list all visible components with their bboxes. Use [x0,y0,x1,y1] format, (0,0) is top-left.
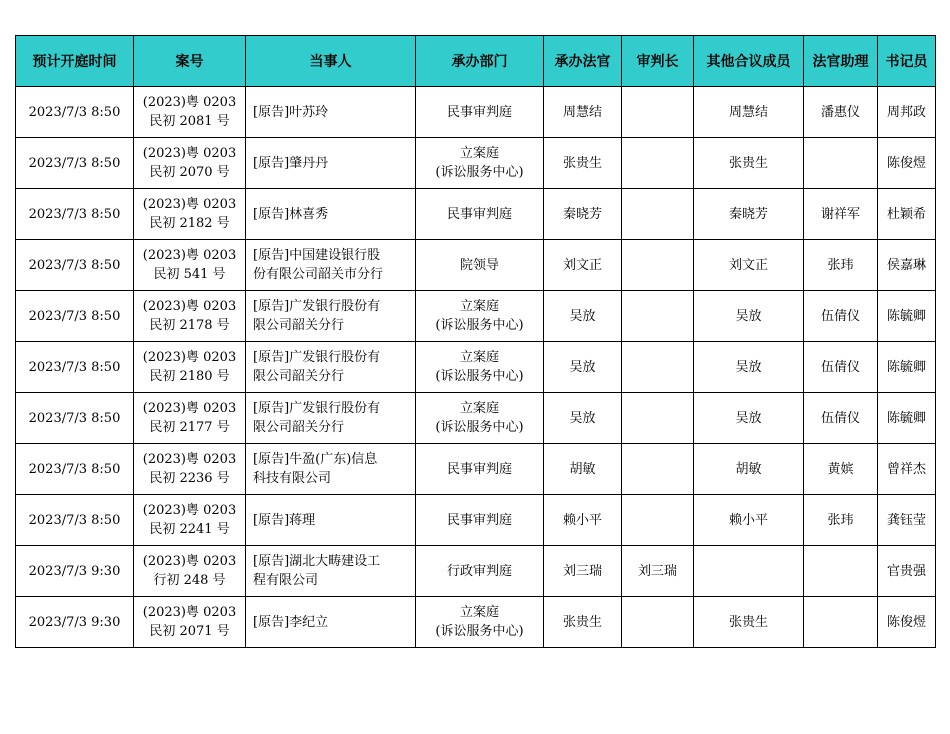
party-line-1: [原告]广发银行股份有 [253,350,381,365]
cell-department [416,495,544,546]
cell-other-members: 张贵生 [694,597,804,648]
cell-department [416,138,544,189]
cell-time: 2023/7/3 8:50 [16,495,134,546]
department-line-1: 立案庭 [459,350,499,365]
cell-time: 2023/7/3 9:30 [16,597,134,648]
cell-judge: 周慧结 [544,87,622,138]
party-line-1: [原告]中国建设银行股 [253,248,381,263]
cell-party [246,87,416,138]
cell-judge-assistant: 张玮 [804,495,878,546]
cell-clerk: 陈俊煜 [878,138,936,189]
case-number-line-1: (2023)粤 0203 [142,605,237,620]
table-header [16,36,936,87]
cell-party [246,240,416,291]
party-line-1: [原告]林喜秀 [253,206,329,222]
cell-chief-judge [622,87,694,138]
table-row [16,138,936,189]
cell-time: 2023/7/3 8:50 [16,138,134,189]
cell-judge-assistant [804,597,878,648]
table-row [16,546,936,597]
cell-judge-assistant: 谢祥军 [804,189,878,240]
header-department: 承办部门 [416,36,544,87]
cell-judge: 赖小平 [544,495,622,546]
cell-chief-judge [622,138,694,189]
case-number-line-1: (2023)粤 0203 [142,299,237,314]
case-number-line-1: (2023)粤 0203 [142,503,237,518]
header-row [16,36,936,87]
cell-other-members: 吴放 [694,393,804,444]
cell-department [416,444,544,495]
department-line-1: 立案庭 [459,146,499,161]
cell-other-members: 吴放 [694,291,804,342]
case-number-line-1: (2023)粤 0203 [142,401,237,416]
party-line-1: [原告]肇丹丹 [253,155,329,171]
cell-case-number [134,240,246,291]
party-line-1: [原告]蒋理 [253,512,316,528]
cell-judge: 吴放 [544,393,622,444]
cell-judge: 刘文正 [544,240,622,291]
cell-clerk: 陈毓卿 [878,342,936,393]
header-case-number: 案号 [134,36,246,87]
cell-clerk: 龚钰莹 [878,495,936,546]
cell-department [416,189,544,240]
cell-chief-judge [622,444,694,495]
header-chief-judge: 审判长 [622,36,694,87]
cell-department [416,546,544,597]
cell-judge-assistant: 伍倩仪 [804,342,878,393]
cell-clerk: 周邦政 [878,87,936,138]
case-number-line-2: 民初 2071 号 [149,624,230,639]
cell-case-number [134,342,246,393]
table-row [16,342,936,393]
cell-clerk: 官贵强 [878,546,936,597]
header-judge-assistant: 法官助理 [804,36,878,87]
party-line-2: 科技有限公司 [253,471,332,486]
case-number-line-2: 民初 2182 号 [149,216,230,231]
cell-department [416,342,544,393]
party-line-2: 程有限公司 [253,573,319,588]
cell-clerk: 曾祥杰 [878,444,936,495]
header-judge: 承办法官 [544,36,622,87]
cell-judge: 刘三瑞 [544,546,622,597]
department-line-1: 院领导 [459,257,499,273]
department-line-1: 立案庭 [459,401,499,416]
party-line-1: [原告]叶苏玲 [253,104,329,120]
cell-time: 2023/7/3 8:50 [16,87,134,138]
cell-time: 2023/7/3 8:50 [16,342,134,393]
case-number-line-2: 行初 248 号 [153,573,226,588]
cell-time: 2023/7/3 8:50 [16,189,134,240]
department-line-1: 立案庭 [459,605,499,620]
cell-department [416,291,544,342]
department-line-2: (诉讼服务中心) [435,165,524,180]
party-line-2: 份有限公司韶关市分行 [253,267,384,282]
cell-clerk: 陈俊煜 [878,597,936,648]
cell-department [416,597,544,648]
cell-judge: 胡敏 [544,444,622,495]
table-row [16,597,936,648]
cell-chief-judge [622,189,694,240]
cell-department [416,240,544,291]
cell-department [416,87,544,138]
header-party: 当事人 [246,36,416,87]
cell-judge-assistant [804,138,878,189]
cell-party [246,138,416,189]
cell-case-number [134,597,246,648]
cell-party [246,291,416,342]
cell-judge: 张贵生 [544,597,622,648]
table-row [16,291,936,342]
cell-judge: 秦晓芳 [544,189,622,240]
cell-case-number [134,189,246,240]
cell-other-members [694,546,804,597]
party-line-2: 限公司韶关分行 [253,420,345,435]
party-line-1: [原告]广发银行股份有 [253,299,381,314]
cell-case-number [134,444,246,495]
cell-chief-judge [622,342,694,393]
cell-case-number [134,546,246,597]
cell-other-members: 胡敏 [694,444,804,495]
cell-time: 2023/7/3 8:50 [16,393,134,444]
case-number-line-1: (2023)粤 0203 [142,248,237,263]
case-number-line-2: 民初 541 号 [153,267,226,282]
cell-other-members: 周慧结 [694,87,804,138]
cell-chief-judge [622,495,694,546]
cell-other-members: 赖小平 [694,495,804,546]
case-number-line-1: (2023)粤 0203 [142,197,237,212]
header-clerk: 书记员 [878,36,936,87]
cell-party [246,597,416,648]
cell-judge: 吴放 [544,342,622,393]
case-number-line-2: 民初 2236 号 [149,471,230,486]
department-line-1: 行政审判庭 [446,563,512,579]
party-line-2: 限公司韶关分行 [253,369,345,384]
cell-chief-judge: 刘三瑞 [622,546,694,597]
cell-chief-judge [622,597,694,648]
department-line-1: 民事审判庭 [446,104,512,120]
table-row [16,393,936,444]
cell-clerk: 陈毓卿 [878,291,936,342]
party-line-1: [原告]李纪立 [253,614,329,630]
cell-chief-judge [622,393,694,444]
party-line-1: [原告]牛盈(广东)信息 [253,452,378,467]
cell-case-number [134,495,246,546]
header-other-members: 其他合议成员 [694,36,804,87]
case-number-line-1: (2023)粤 0203 [142,146,237,161]
case-number-line-2: 民初 2241 号 [149,522,230,537]
cell-other-members: 张贵生 [694,138,804,189]
cell-other-members: 秦晓芳 [694,189,804,240]
cell-judge-assistant: 黄嫔 [804,444,878,495]
cell-other-members: 吴放 [694,342,804,393]
cell-judge-assistant [804,546,878,597]
cell-case-number [134,393,246,444]
cell-time: 2023/7/3 8:50 [16,291,134,342]
case-number-line-1: (2023)粤 0203 [142,452,237,467]
case-number-line-2: 民初 2180 号 [149,369,230,384]
cell-chief-judge [622,240,694,291]
cell-case-number [134,138,246,189]
cell-party [246,546,416,597]
cell-other-members: 刘文正 [694,240,804,291]
cell-party [246,495,416,546]
cell-judge-assistant: 张玮 [804,240,878,291]
cell-judge: 吴放 [544,291,622,342]
table-body [16,87,936,648]
table-row [16,87,936,138]
cell-judge-assistant: 伍倩仪 [804,291,878,342]
hearing-schedule-table [15,35,936,648]
case-number-line-2: 民初 2178 号 [149,318,230,333]
department-line-2: (诉讼服务中心) [435,624,524,639]
department-line-1: 民事审判庭 [446,461,512,477]
case-number-line-1: (2023)粤 0203 [142,350,237,365]
case-number-line-1: (2023)粤 0203 [142,95,237,110]
header-time: 预计开庭时间 [16,36,134,87]
party-line-1: [原告]广发银行股份有 [253,401,381,416]
cell-party [246,189,416,240]
cell-clerk: 侯嘉琳 [878,240,936,291]
case-number-line-2: 民初 2177 号 [149,420,230,435]
cell-party [246,342,416,393]
department-line-1: 立案庭 [459,299,499,314]
table-row [16,189,936,240]
cell-case-number [134,87,246,138]
cell-clerk: 陈毓卿 [878,393,936,444]
case-number-line-1: (2023)粤 0203 [142,554,237,569]
cell-time: 2023/7/3 8:50 [16,444,134,495]
cell-judge-assistant: 潘惠仪 [804,87,878,138]
table-row [16,495,936,546]
case-number-line-2: 民初 2081 号 [149,114,230,129]
cell-time: 2023/7/3 8:50 [16,240,134,291]
cell-party [246,393,416,444]
cell-judge-assistant: 伍倩仪 [804,393,878,444]
department-line-2: (诉讼服务中心) [435,318,524,333]
cell-clerk: 杜颖希 [878,189,936,240]
department-line-1: 民事审判庭 [446,512,512,528]
department-line-1: 民事审判庭 [446,206,512,222]
cell-department [416,393,544,444]
cell-time: 2023/7/3 9:30 [16,546,134,597]
department-line-2: (诉讼服务中心) [435,369,524,384]
department-line-2: (诉讼服务中心) [435,420,524,435]
table-row [16,444,936,495]
party-line-2: 限公司韶关分行 [253,318,345,333]
table-row [16,240,936,291]
cell-party [246,444,416,495]
cell-case-number [134,291,246,342]
cell-judge: 张贵生 [544,138,622,189]
cell-chief-judge [622,291,694,342]
party-line-1: [原告]湖北大畴建设工 [253,554,381,569]
case-number-line-2: 民初 2070 号 [149,165,230,180]
